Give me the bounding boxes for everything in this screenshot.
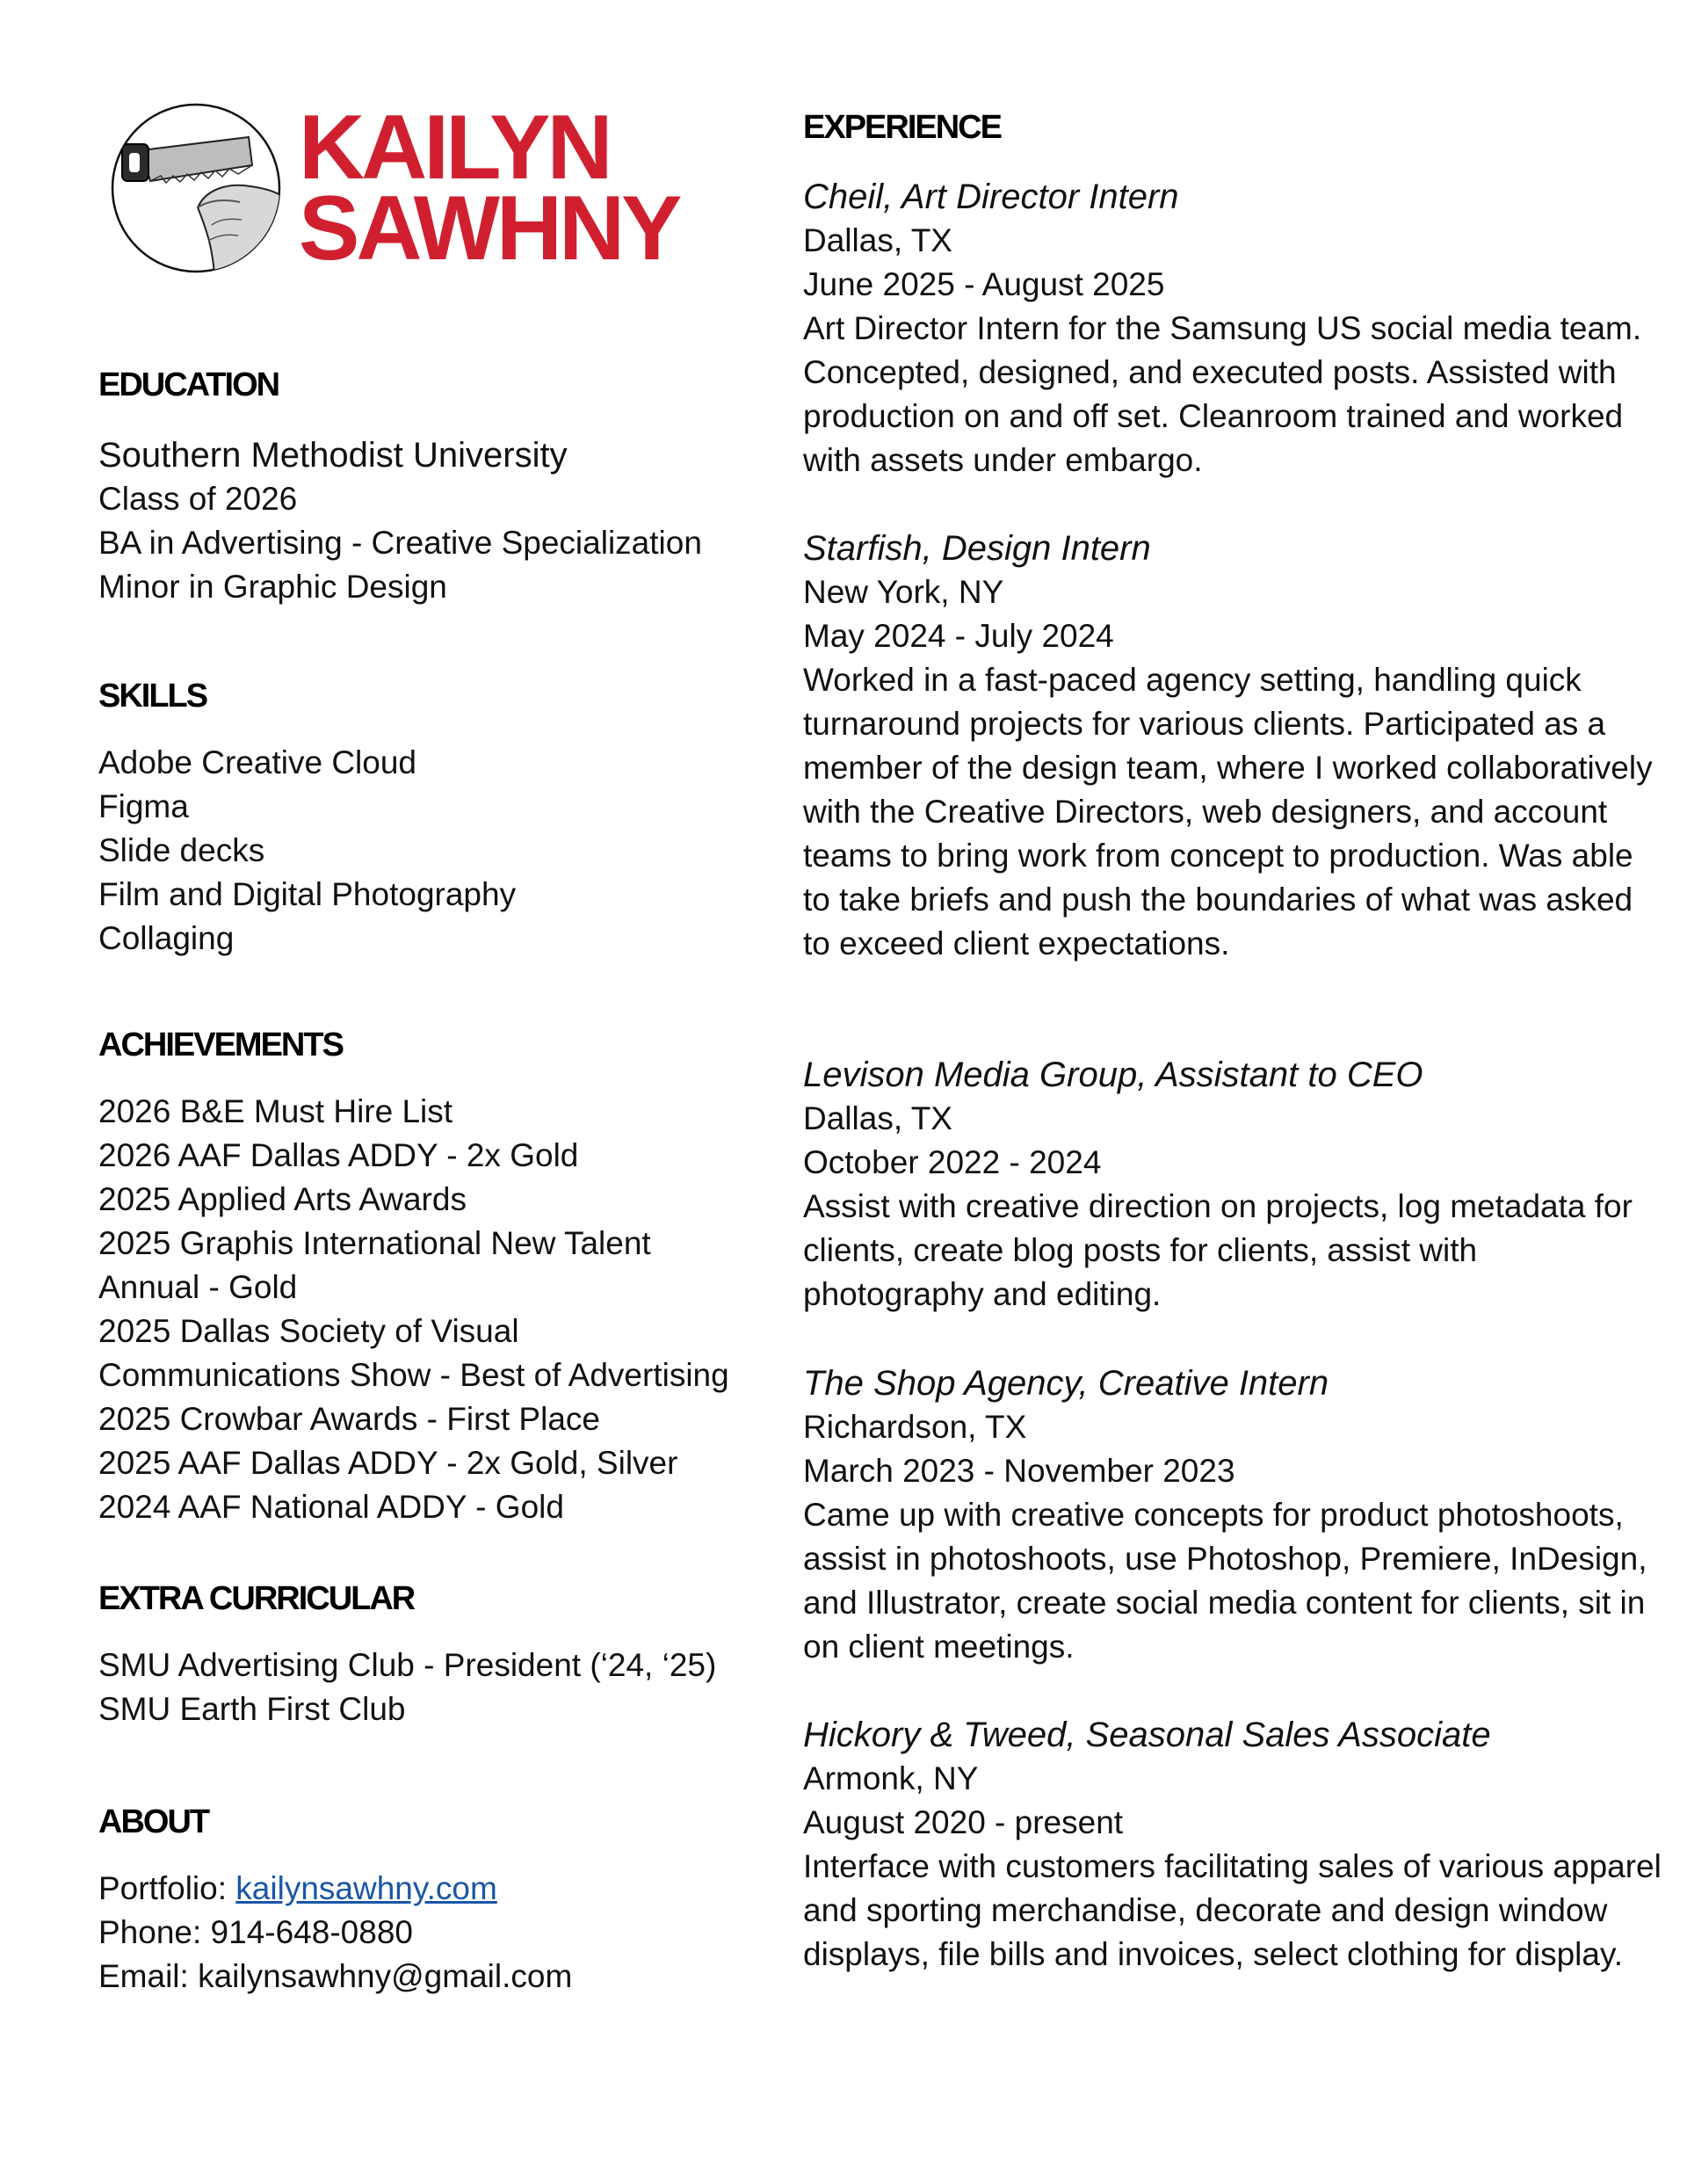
achievement-item: 2026 AAF Dallas ADDY - 2x Gold (98, 1137, 579, 1173)
achievement-item: Annual - Gold (98, 1269, 298, 1305)
job-dates: May 2024 - July 2024 (803, 618, 1114, 654)
education-details (98, 433, 702, 609)
job-description: Interface with customers facilitating sales of various apparel and sporting merchandise, decorate and design window displays, file bills and invoices, select clothing for display. (803, 1848, 1662, 1972)
job-description: Came up with creative concepts for product photoshoots, assist in photoshoots, use Photoshop, Premiere, InDesign, and Illustrator, create social media content for clients, sit in on client meetings. (803, 1497, 1647, 1665)
job-title: Starfish, Design Intern (803, 529, 1151, 568)
job-location: Richardson, TX (803, 1409, 1027, 1445)
education-heading: EDUCATION (98, 366, 279, 403)
job-location: New York, NY (803, 574, 1004, 610)
job-dates: October 2022 - 2024 (803, 1144, 1102, 1180)
logo-badge (110, 102, 282, 274)
about-heading: ABOUT (98, 1803, 209, 1840)
extra-curricular-heading: EXTRA CURRICULAR (98, 1580, 415, 1617)
job-title: Cheil, Art Director Intern (803, 178, 1179, 216)
job-location: Dallas, TX (803, 222, 952, 258)
achievements-list (98, 1090, 729, 1529)
job-entry (803, 526, 1664, 966)
achievement-item: 2025 Crowbar Awards - First Place (98, 1401, 600, 1437)
name-first: KAILYN (299, 97, 610, 199)
extra-curricular-item: SMU Advertising Club - President (‘24, ‘25) (98, 1647, 717, 1683)
skill-item: Adobe Creative Cloud (98, 744, 416, 780)
skill-item: Film and Digital Photography (98, 876, 517, 912)
phone-line: Phone: 914-648-0880 (98, 1914, 413, 1950)
extra-curricular-list (98, 1643, 716, 1731)
job-description: Assist with creative direction on projects, log metadata for clients, create blog posts for clients, assist with photography and editing. (803, 1188, 1633, 1312)
job-entry (803, 1361, 1664, 1669)
hand-saw-illustration-icon (110, 102, 282, 274)
portfolio-label: Portfolio: (98, 1870, 236, 1906)
skills-list (98, 741, 516, 961)
job-dates: March 2023 - November 2023 (803, 1453, 1235, 1489)
job-title: Hickory & Tweed, Seasonal Sales Associate (803, 1716, 1491, 1754)
job-description: Art Director Intern for the Samsung US social media team. Concepted, designed, and executed posts. Assisted with production on and off set. Cleanroom trained and worked with assets under embargo. (803, 310, 1642, 478)
education-line: Class of 2026 (98, 481, 298, 517)
experience-heading: EXPERIENCE (803, 109, 1001, 146)
job-title: Levison Media Group, Assistant to CEO (803, 1056, 1423, 1094)
education-line: Minor in Graphic Design (98, 569, 447, 605)
achievement-item: 2025 Graphis International New Talent (98, 1225, 651, 1261)
job-dates: June 2025 - August 2025 (803, 266, 1165, 302)
achievements-heading: ACHIEVEMENTS (98, 1027, 343, 1063)
extra-curricular-item: SMU Earth First Club (98, 1691, 406, 1727)
job-entry (803, 175, 1664, 483)
achievement-item: Communications Show - Best of Advertising (98, 1357, 729, 1393)
about-details (98, 1867, 572, 1999)
name-last: SAWHNY (299, 178, 679, 279)
school-name: Southern Methodist University (98, 436, 568, 475)
achievement-item: 2025 Dallas Society of Visual (98, 1313, 519, 1349)
job-location: Armonk, NY (803, 1760, 979, 1796)
education-line: BA in Advertising - Creative Specialization (98, 525, 702, 561)
achievement-item: 2024 AAF National ADDY - Gold (98, 1489, 564, 1525)
job-description: Worked in a fast-paced agency setting, handling quick turnaround projects for various clients. Participated as a member of the design team, where I worked collaboratively with the Creative Directors, web designers, and account teams to bring work from concept to production. Was able to take briefs and push the boundaries of what was asked to exceed client expectations. (803, 662, 1653, 961)
skills-heading: SKILLS (98, 678, 207, 715)
job-entry (803, 1713, 1664, 1977)
portfolio-link[interactable]: kailynsawhny.com (235, 1870, 497, 1906)
skill-item: Figma (98, 788, 189, 824)
job-title: The Shop Agency, Creative Intern (803, 1364, 1329, 1403)
job-location: Dallas, TX (803, 1100, 952, 1136)
achievement-item: 2025 AAF Dallas ADDY - 2x Gold, Silver (98, 1445, 678, 1481)
job-dates: August 2020 - present (803, 1804, 1124, 1840)
skill-item: Slide decks (98, 832, 265, 868)
job-entry (803, 1053, 1664, 1317)
portfolio-line (98, 1867, 572, 1911)
achievement-item: 2025 Applied Arts Awards (98, 1181, 467, 1217)
email-line: Email: kailynsawhny@gmail.com (98, 1958, 573, 1994)
achievement-item: 2026 B&E Must Hire List (98, 1093, 453, 1129)
skill-item: Collaging (98, 920, 235, 956)
